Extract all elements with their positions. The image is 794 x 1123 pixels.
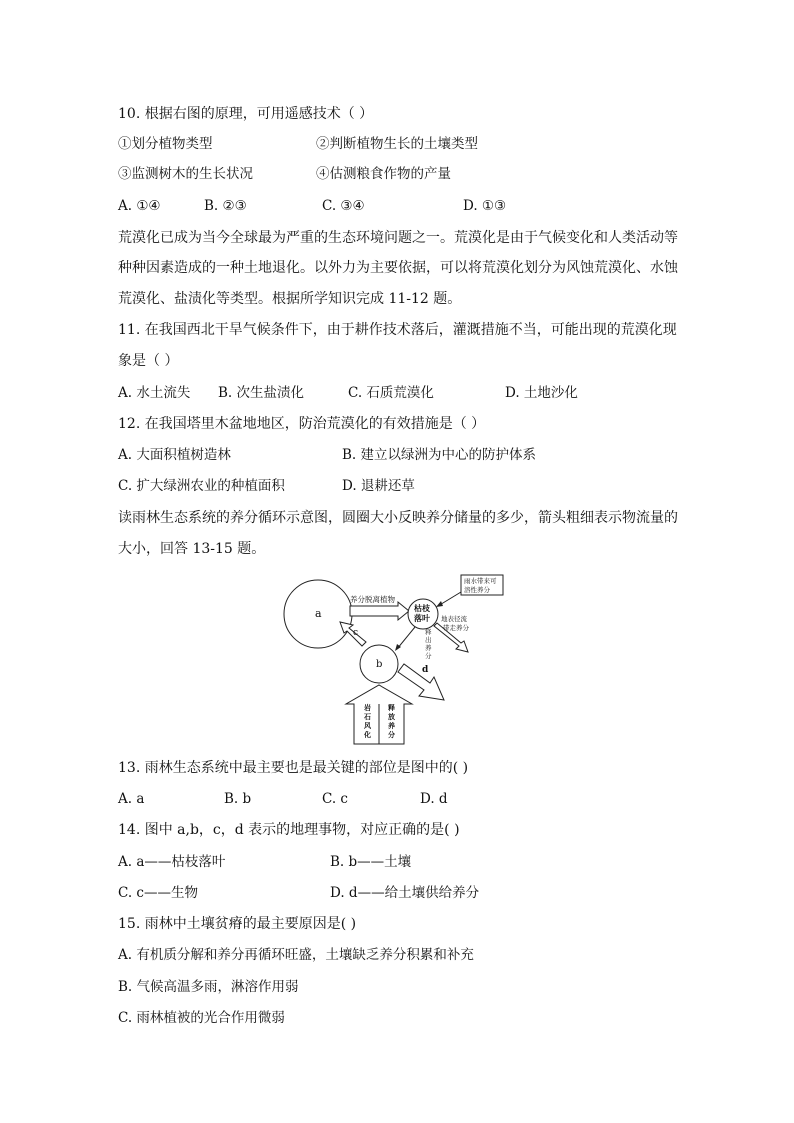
passage2-line-2: 大小，回答 13-15 题。 [118, 541, 266, 557]
arrow-d-label: d [422, 665, 429, 675]
rain-note-line-2: 溶性养分 [464, 586, 490, 594]
release-note-1: 释 [425, 628, 432, 636]
q11-option-a: A. 水土流失 [118, 385, 191, 401]
q11-stem-line-1: 11. 在我国西北干旱气候条件下，由于耕作技术落后，灌溉措施不当，可能出现的荒漠化现 [118, 322, 677, 338]
release-arrow [397, 627, 415, 649]
q12-option-d: D. 退耕还草 [342, 478, 415, 494]
passage1-line-3: 荒漠化、盐渍化等类型。根据所学知识完成 11-12 题。 [118, 291, 462, 307]
q10-item-2: ②判断植物生长的土壤类型 [316, 136, 478, 152]
weathering-note-4: 化 [364, 730, 371, 739]
q11-option-d: D. 土地沙化 [505, 385, 578, 401]
node-a-label: a [315, 607, 322, 620]
q10-option-b: B. ②③ [204, 198, 247, 214]
passage1-line-2: 种种因素造成的一种土地退化。以外力为主要依据，可以将荒漠化划分为风蚀荒漠化、水蚀 [118, 260, 678, 276]
q14-stem: 14. 图中 a,b，c，d 表示的地理事物，对应正确的是( ) [118, 822, 460, 838]
passage1-line-1: 荒漠化已成为当今全球最为严重的生态环境问题之一。荒漠化是由于气候变化和人类活动等 [118, 230, 678, 246]
runoff-note-line-1: 地表径流 [441, 615, 467, 623]
weathering-note-1: 岩 [364, 703, 371, 712]
q11-option-b: B. 次生盐渍化 [218, 385, 305, 401]
q11-option-c: C. 石质荒漠化 [348, 385, 434, 401]
q10-stem: 10. 根据右图的原理，可用遥感技术（ ） [118, 106, 374, 122]
release2-note-3: 养 [388, 721, 395, 730]
q15-option-c: C. 雨林植被的光合作用微弱 [118, 1010, 285, 1026]
q10-item-4: ④估测粮食作物的产量 [316, 166, 451, 182]
nutrient-cycle-diagram [278, 572, 504, 748]
release2-note-4: 分 [388, 730, 395, 739]
rain-arrow-head [436, 601, 443, 607]
q13-option-b: B. b [224, 791, 252, 807]
q12-option-b: B. 建立以绿洲为中心的防护体系 [342, 447, 537, 463]
runoff-note-line-2: 带走养分 [443, 624, 469, 632]
q15-option-a: A. 有机质分解和养分再循环旺盛，土壤缺乏养分积累和补充 [118, 947, 474, 963]
release2-note-1: 释 [388, 703, 395, 712]
q11-stem-line-2: 象是（ ） [118, 353, 179, 369]
arrow-d [398, 664, 444, 700]
q10-option-d: D. ①③ [463, 198, 507, 214]
release2-note-2: 放 [388, 712, 395, 721]
q13-option-c: C. c [322, 791, 348, 807]
q13-option-d: D. d [420, 791, 448, 807]
q14-option-d: D. d——给土壤供给养分 [330, 885, 480, 901]
q13-stem: 13. 雨林生态系统中最主要也是最关键的部位是图中的( ) [118, 760, 469, 776]
q15-option-b: B. 气候高温多雨，淋溶作用弱 [118, 979, 299, 995]
q10-option-c: C. ③④ [322, 198, 365, 214]
arrow-c-label: c [353, 628, 359, 638]
weathering-note-2: 石 [364, 712, 371, 721]
q14-option-b: B. b——土壤 [330, 854, 412, 870]
node-b-label: b [376, 659, 383, 670]
arrow-a-to-litter-label: 养分脱离植物 [350, 595, 395, 604]
q14-option-c: C. c——生物 [118, 885, 198, 901]
node-litter-label-2: 落叶 [414, 613, 430, 623]
arrow-a-to-litter [350, 602, 409, 620]
node-litter-label-1: 枯枝 [414, 603, 430, 613]
passage2-line-1: 读雨林生态系统的养分循环示意图，圆圈大小反映养分储量的多少，箭头粗细表示物流量的 [118, 510, 678, 526]
release-note-2: 出 [425, 636, 432, 644]
q10-item-3: ③监测树木的生长状况 [118, 166, 253, 182]
rain-note-line-1: 雨水带来可 [464, 577, 497, 585]
weathering-note-3: 风 [364, 721, 371, 730]
q14-option-a: A. a——枯枝落叶 [118, 854, 226, 870]
q12-stem: 12. 在我国塔里木盆地地区，防治荒漠化的有效措施是（ ） [118, 416, 486, 432]
q10-option-a: A. ①④ [118, 198, 161, 214]
q15-stem: 15. 雨林中土壤贫瘠的最主要原因是( ) [118, 916, 357, 932]
release-note-4: 分 [425, 652, 432, 660]
q10-item-1: ①划分植物类型 [118, 136, 213, 152]
q13-option-a: A. a [118, 791, 145, 807]
release-note-3: 养 [425, 644, 432, 652]
q12-option-a: A. 大面积植树造林 [118, 447, 231, 463]
q12-option-c: C. 扩大绿洲农业的种植面积 [118, 478, 285, 494]
